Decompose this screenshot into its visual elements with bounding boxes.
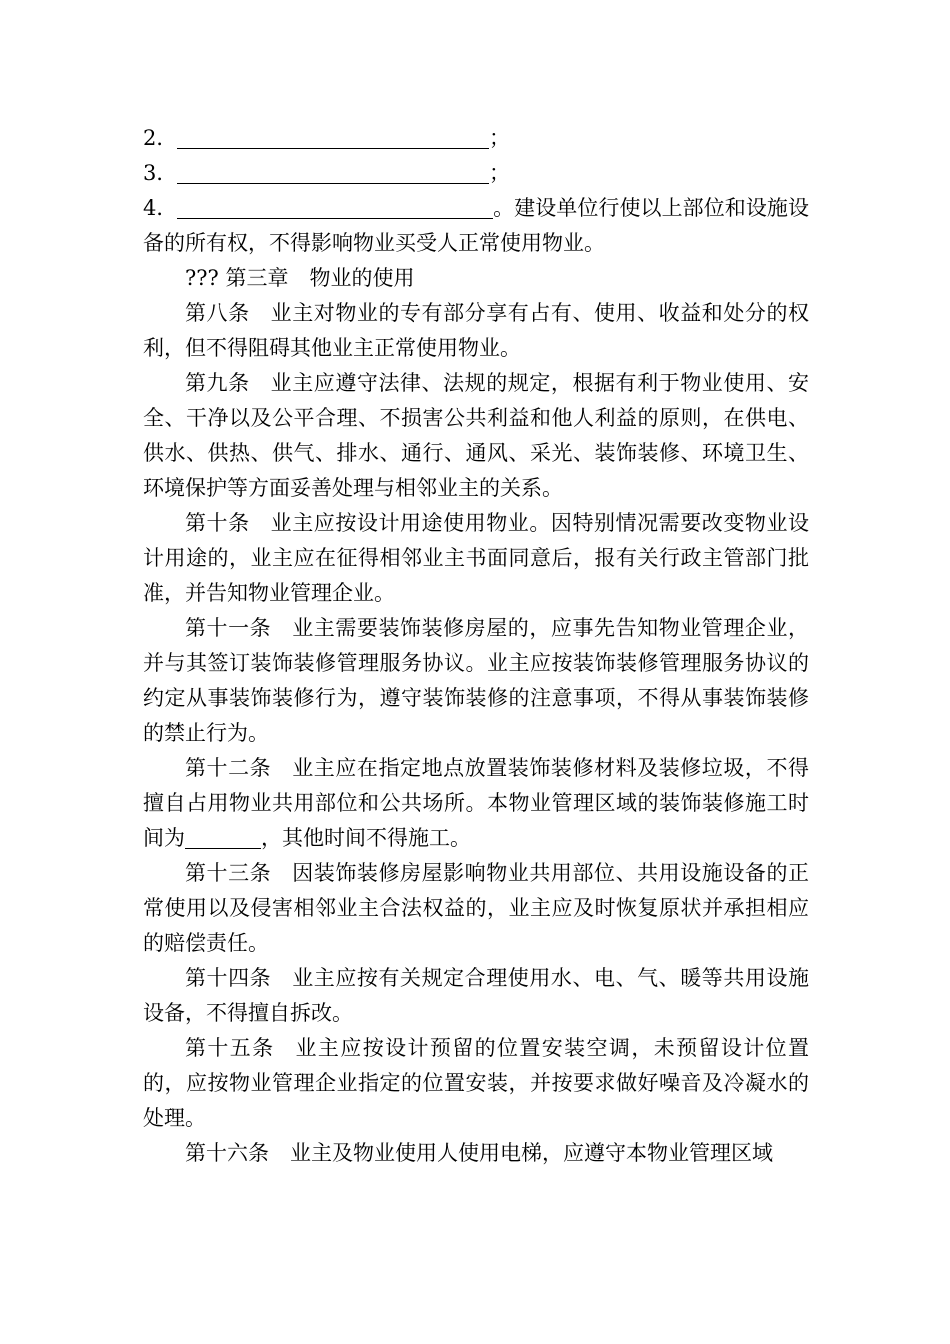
- article-text: 业主对物业的专有部分享有占有、使用、收益和处分的权利，但不得阻碍其他业主正常使用物业。: [143, 301, 810, 360]
- chapter-title: 第三章 物业的使用: [225, 266, 415, 290]
- article-10: [143, 506, 809, 611]
- blank-fill-line: [177, 196, 493, 219]
- document-body: [143, 121, 809, 1171]
- article-text-tail: ，其他时间不得施工。: [261, 826, 471, 850]
- article-11: [143, 611, 809, 751]
- chapter-prefix: ???: [185, 266, 219, 290]
- blank-fill-line: [177, 161, 489, 184]
- chapter-heading: [143, 261, 809, 296]
- blank-fill-line: [177, 126, 489, 149]
- article-14: [143, 961, 809, 1031]
- article-text: 业主应按设计用途使用物业。因特别情况需要改变物业设计用途的，业主应在征得相邻业主书面同意后，报有关行政主管部门批准，并告知物业管理企业。: [143, 511, 810, 605]
- article-text: 业主应按有关规定合理使用水、电、气、暖等共用设施设备，不得擅自拆改。: [143, 966, 810, 1025]
- blank-fill-line: [185, 826, 261, 849]
- list-number: 3．: [143, 161, 178, 185]
- article-label: 第十条: [185, 511, 250, 535]
- article-text: 业主应在指定地点放置装饰装修材料及装修垃圾，不得擅自占用物业共用部位和公共场所。本物业管理区域的装饰装修施工时间为: [143, 756, 810, 850]
- list-tail: ；: [489, 161, 510, 185]
- article-text: 业主及物业使用人使用电梯，应遵守本物业管理区域: [290, 1141, 773, 1165]
- article-text: 业主应按设计预留的位置安装空调，未预留设计位置的，应按物业管理企业指定的位置安装，并按要求做好噪音及冷凝水的处理。: [143, 1036, 810, 1130]
- article-12: [143, 751, 809, 856]
- article-13: [143, 856, 809, 961]
- article-label: 第十二条: [185, 756, 272, 780]
- article-16: [143, 1136, 809, 1171]
- list-item-3: [143, 156, 809, 191]
- article-15: [143, 1031, 809, 1136]
- article-label: 第十四条: [185, 966, 272, 990]
- article-text: 业主应遵守法律、法规的规定，根据有利于物业使用、安全、干净以及公平合理、不损害公共利益和他人利益的原则，在供电、供水、供热、供气、排水、通行、通风、采光、装饰装修、环境卫生、环境保护等方面妥善处理与相邻业主的关系。: [143, 371, 810, 500]
- article-label: 第十一条: [185, 616, 272, 640]
- article-label: 第八条: [185, 301, 250, 325]
- article-text: 业主需要装饰装修房屋的，应事先告知物业管理企业，并与其签订装饰装修管理服务协议。业主应按装饰装修管理服务协议的约定从事装饰装修行为，遵守装饰装修的注意事项，不得从事装饰装修的禁止行为。: [143, 616, 810, 745]
- article-9: [143, 366, 809, 506]
- article-label: 第九条: [185, 371, 250, 395]
- list-number: 2．: [143, 126, 178, 150]
- article-label: 第十三条: [185, 861, 272, 885]
- list-item-2: [143, 121, 809, 156]
- article-8: [143, 296, 809, 366]
- list-tail: ；: [489, 126, 510, 150]
- list-item-4: [143, 191, 809, 261]
- article-label: 第十六条: [185, 1141, 269, 1165]
- article-label: 第十五条: [185, 1036, 275, 1060]
- article-text: 因装饰装修房屋影响物业共用部位、共用设施设备的正常使用以及侵害相邻业主合法权益的，业主应及时恢复原状并承担相应的赔偿责任。: [143, 861, 810, 955]
- list-number: 4．: [143, 196, 178, 220]
- list-tail: 。建设单位行使以上部位和设施设备的所有权，不得影响物业买受人正常使用物业。: [143, 196, 809, 255]
